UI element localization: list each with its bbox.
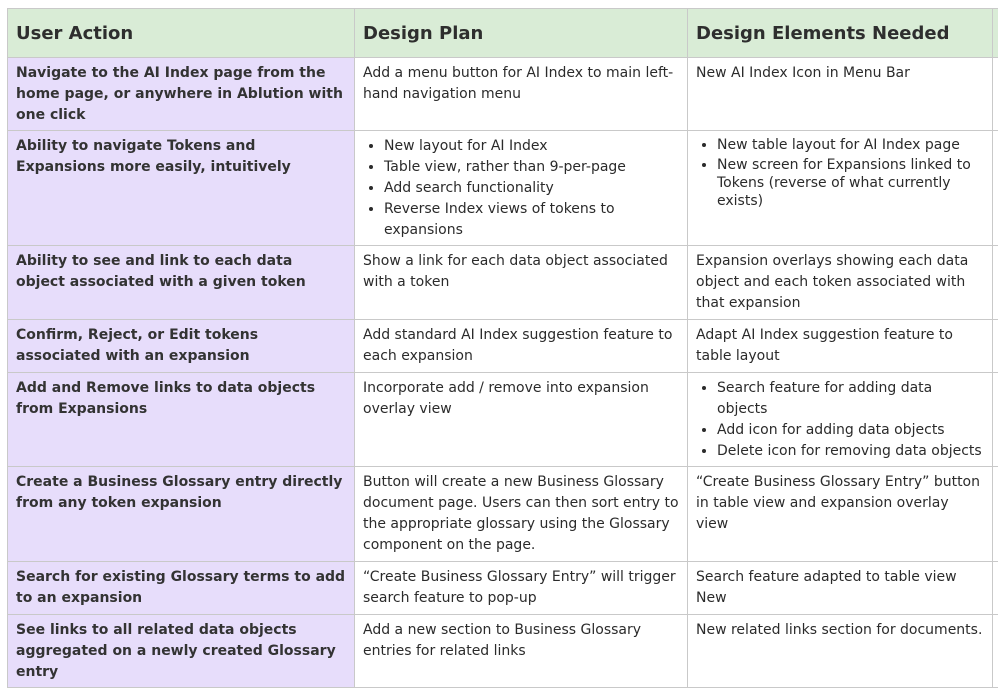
design-elements-cell: “Create Business Glossary Entry” button in table view and expansion overlay view <box>688 467 993 562</box>
list-item: • New table layout for AI Index page <box>717 136 984 154</box>
extra-cell <box>993 58 998 131</box>
list-item: • Table view, rather than 9-per-page <box>384 157 679 178</box>
user-action-cell: See links to all related data objects aggregated on a newly created Glossary entry <box>8 615 355 688</box>
extra-cell <box>993 562 998 615</box>
design-elements-line: New <box>696 588 984 609</box>
design-elements-cell <box>688 131 993 246</box>
design-elements-list <box>696 136 984 210</box>
extra-cell <box>993 320 998 373</box>
table-row <box>8 320 998 373</box>
extra-cell <box>993 467 998 562</box>
table-row <box>8 58 998 131</box>
table-row <box>8 131 998 246</box>
design-elements-cell <box>688 373 993 467</box>
design-table <box>7 8 998 688</box>
list-item: • New screen for Expansions linked to Tokens (reverse of what currently exists) <box>717 156 984 210</box>
extra-cell <box>993 131 998 246</box>
list-item: • Search feature for adding data objects <box>717 378 984 420</box>
table-row <box>8 467 998 562</box>
header-design-elements: Design Elements Needed <box>688 9 993 58</box>
extra-cell <box>993 373 998 467</box>
user-action-cell: Navigate to the AI Index page from the home page, or anywhere in Ablution with one click <box>8 58 355 131</box>
list-item: • Reverse Index views of tokens to expansions <box>384 199 679 241</box>
design-plan-cell: Add a menu button for AI Index to main left-hand navigation menu <box>355 58 688 131</box>
header-extra-column <box>993 9 998 58</box>
design-plan-cell <box>355 131 688 246</box>
table-row <box>8 562 998 615</box>
list-item: • New layout for AI Index <box>384 136 679 157</box>
list-item: • Add icon for adding data objects <box>717 420 984 441</box>
user-action-cell: Ability to navigate Tokens and Expansions more easily, intuitively <box>8 131 355 246</box>
design-plan-cell: Add a new section to Business Glossary entries for related links <box>355 615 688 688</box>
user-action-cell: Confirm, Reject, or Edit tokens associated with an expansion <box>8 320 355 373</box>
design-plan-cell: Add standard AI Index suggestion feature to each expansion <box>355 320 688 373</box>
extra-cell <box>993 246 998 320</box>
list-item: • Delete icon for removing data objects <box>717 441 984 462</box>
user-action-cell: Search for existing Glossary terms to add to an expansion <box>8 562 355 615</box>
design-plan-cell: “Create Business Glossary Entry” will trigger search feature to pop-up <box>355 562 688 615</box>
table-row <box>8 615 998 688</box>
design-plan-list <box>363 136 679 241</box>
design-elements-list <box>696 378 984 462</box>
header-user-action: User Action <box>8 9 355 58</box>
design-elements-cell: Adapt AI Index suggestion feature to table layout <box>688 320 993 373</box>
design-plan-cell: Button will create a new Business Glossary document page. Users can then sort entry to the appropriate glossary using the Glossary component on the page. <box>355 467 688 562</box>
extra-cell <box>993 615 998 688</box>
design-plan-cell: Incorporate add / remove into expansion overlay view <box>355 373 688 467</box>
table-row <box>8 373 998 467</box>
design-elements-cell <box>688 562 993 615</box>
user-action-cell: Ability to see and link to each data object associated with a given token <box>8 246 355 320</box>
design-elements-line: Search feature adapted to table view <box>696 567 984 588</box>
design-plan-cell: Show a link for each data object associated with a token <box>355 246 688 320</box>
design-elements-cell: New related links section for documents. <box>688 615 993 688</box>
table-row <box>8 246 998 320</box>
user-action-cell: Create a Business Glossary entry directly from any token expansion <box>8 467 355 562</box>
user-action-cell: Add and Remove links to data objects from Expansions <box>8 373 355 467</box>
header-design-plan: Design Plan <box>355 9 688 58</box>
design-elements-cell: New AI Index Icon in Menu Bar <box>688 58 993 131</box>
header-row <box>8 9 998 58</box>
list-item: • Add search functionality <box>384 178 679 199</box>
design-elements-cell: Expansion overlays showing each data object and each token associated with that expansion <box>688 246 993 320</box>
